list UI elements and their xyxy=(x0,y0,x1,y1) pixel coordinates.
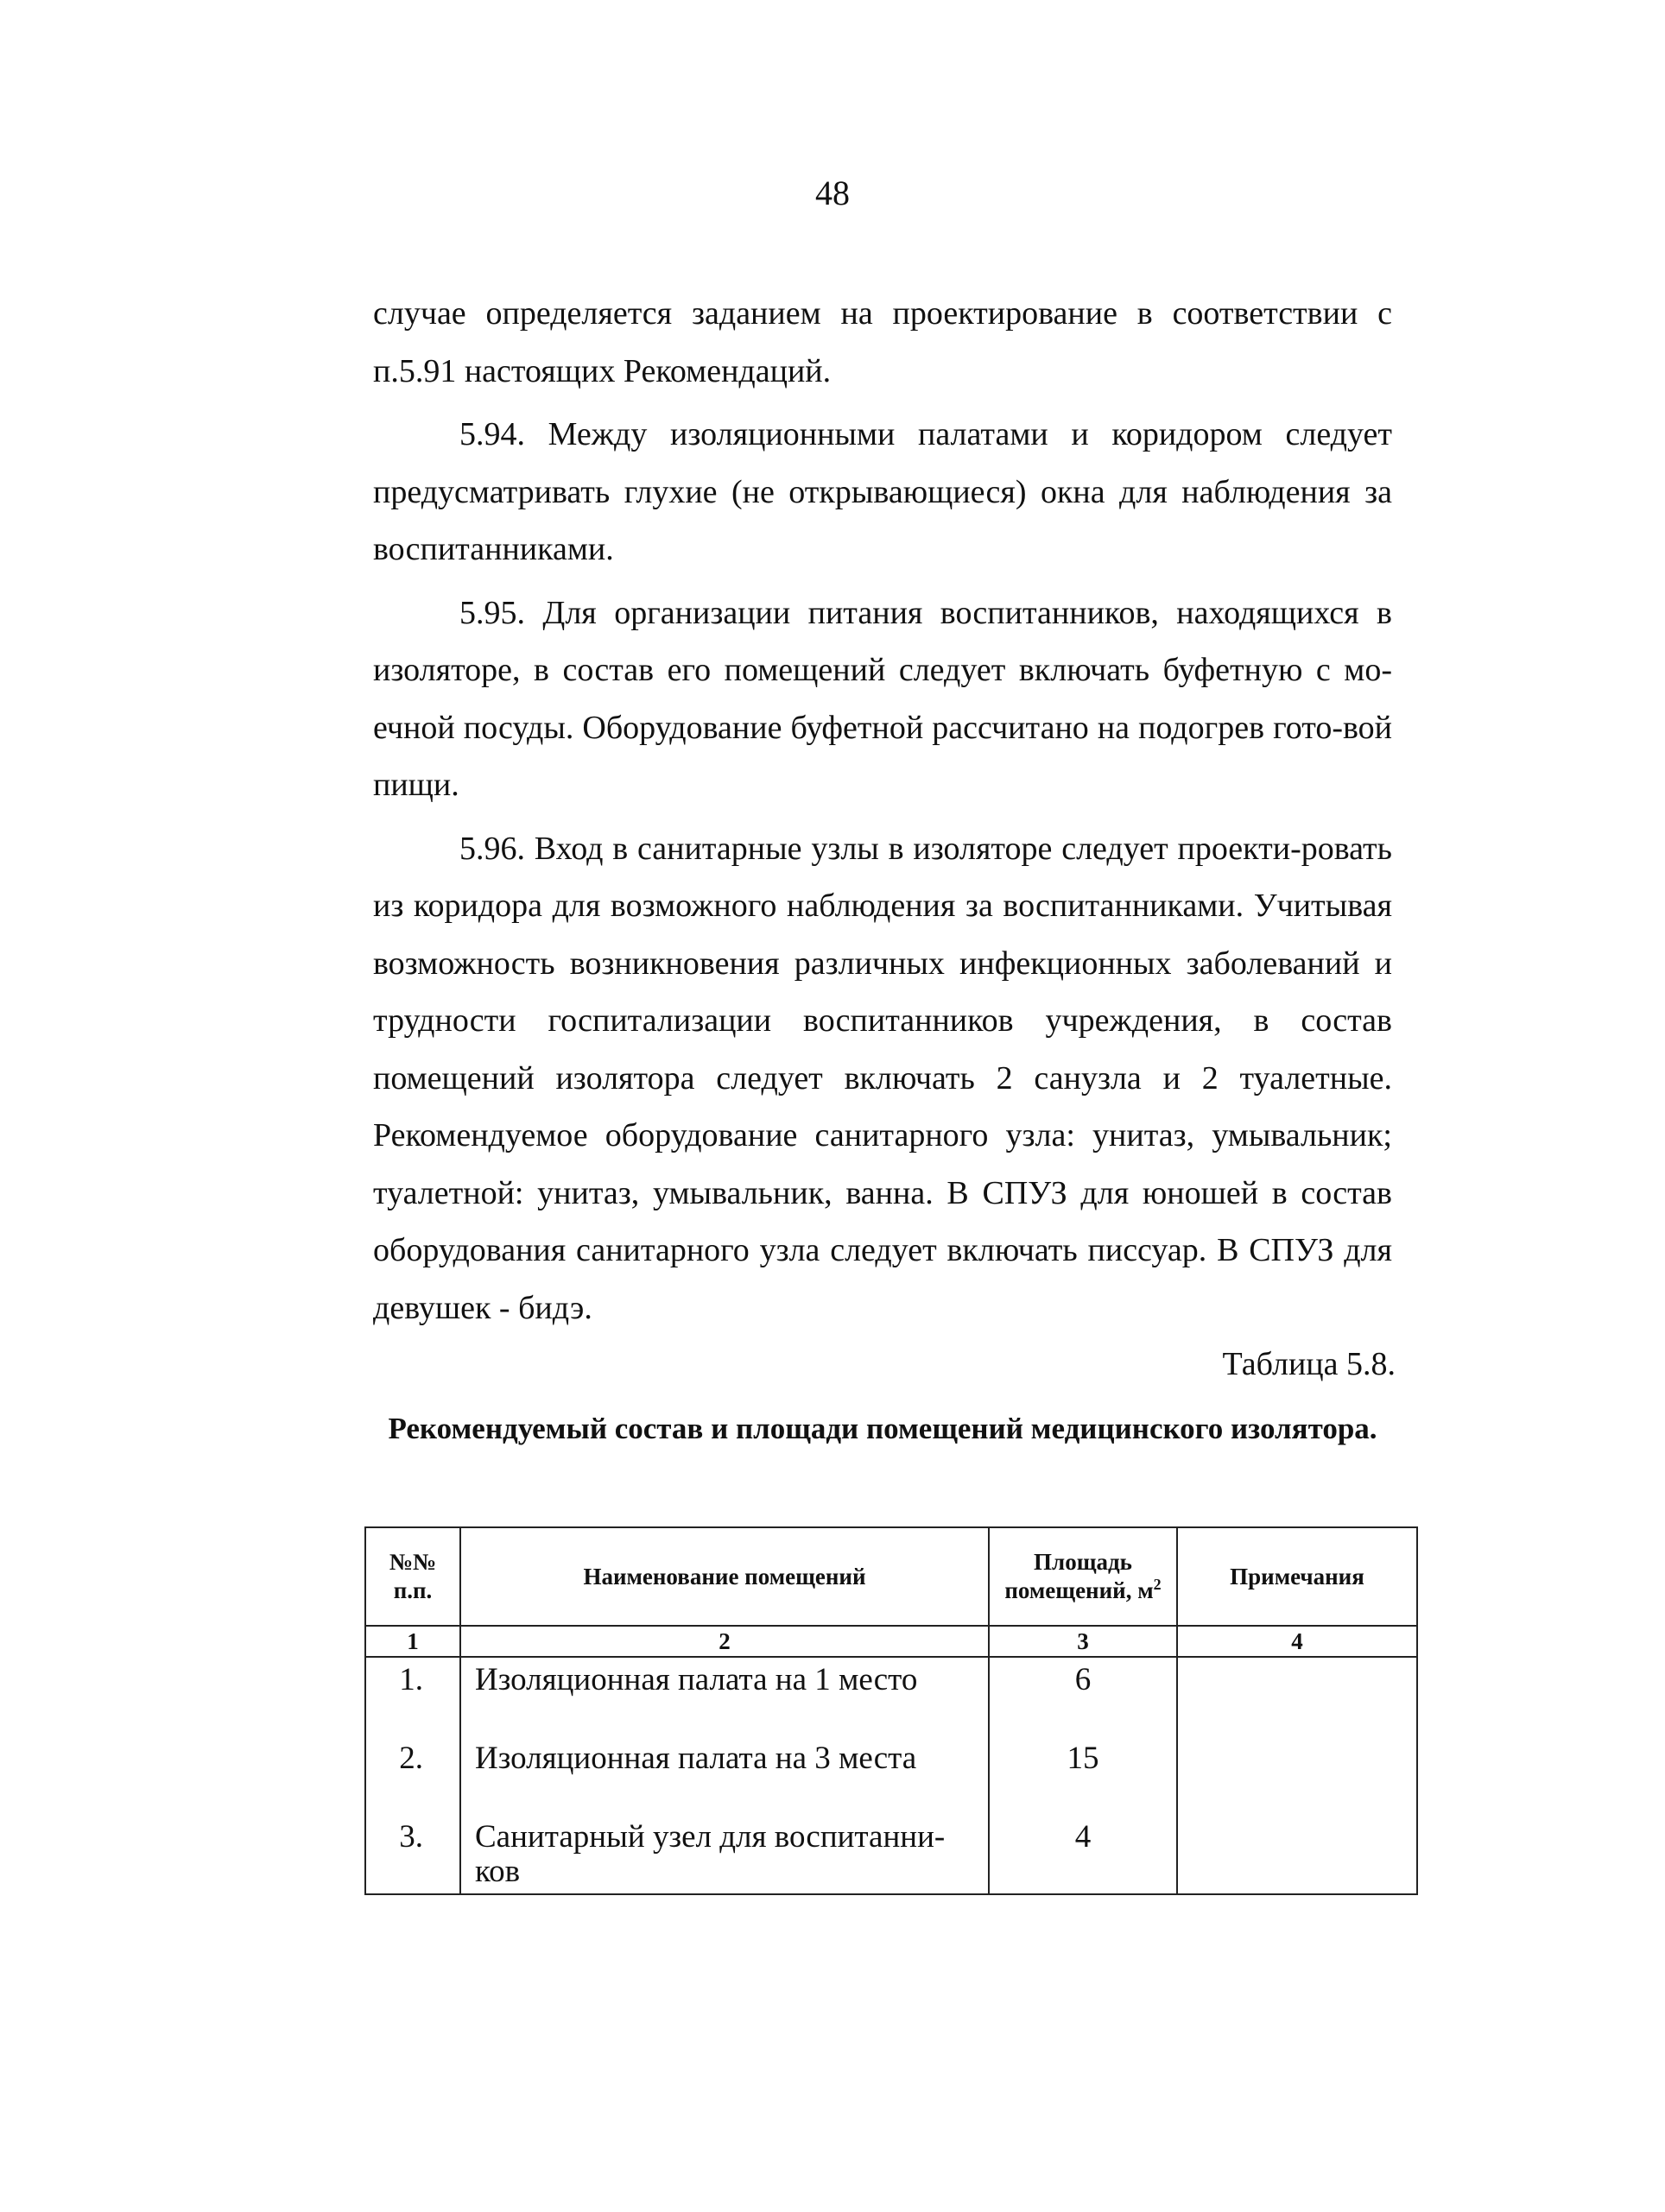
paragraph-5-94: 5.94. Между изоляционными палатами и коридором следует предусматривать глухие (не открывающиеся) окна для наблюдения за воспитанниками. xyxy=(373,416,1392,567)
room-name: Изоляционная палата на 3 места xyxy=(460,1736,989,1815)
table-title: Рекомендуемый состав и площади помещений медицинского изолятора. xyxy=(388,1412,1377,1445)
room-area: 6 xyxy=(989,1657,1177,1736)
paragraph-5-96: 5.96. Вход в санитарные узлы в изоляторе следует проекти-ровать из коридора для возможного наблюдения за воспитанниками. Учитывая возможность возникновения различных инфекционных заболеваний и трудности госпитализации воспитанников учреждения, в состав помещений изолятора следует включать 2 санузла и 2 туалетные. Рекомендуемое оборудование санитарного узла: унитаз, умывальник; туалетной: унитаз, умывальник, ванна. В СПУЗ для юношей в состав оборудования санитарного узла следует включать писсуар. В СПУЗ для девушек - бидэ. xyxy=(373,830,1392,1326)
room-name: Санитарный узел для воспитанни-ков xyxy=(460,1815,989,1894)
header-notes: Примечания xyxy=(1177,1527,1417,1626)
row-number: 3. xyxy=(365,1815,460,1894)
paragraph-continuation: случае определяется заданием на проектирование в соответствии с п.5.91 настоящих Рекомендаций. xyxy=(373,295,1392,389)
page-number: 48 xyxy=(815,174,850,212)
header-name: Наименование помещений xyxy=(460,1527,989,1626)
column-number: 1 xyxy=(365,1626,460,1657)
header-area-text: Площадь помещений, м xyxy=(1004,1549,1154,1603)
table-header-row xyxy=(365,1527,1417,1626)
header-area xyxy=(989,1527,1177,1626)
room-area: 4 xyxy=(989,1815,1177,1894)
column-number-row xyxy=(365,1626,1417,1657)
room-name: Изоляционная палата на 1 место xyxy=(460,1657,989,1736)
column-number: 4 xyxy=(1177,1626,1417,1657)
column-number: 2 xyxy=(460,1626,989,1657)
paragraph-5-95: 5.95. Для организации питания воспитанников, находящихся в изоляторе, в состав его помещений следует включать буфетную с мо-ечной посуды. Оборудование буфетной рассчитано на подогрев гото-вой пищи. xyxy=(373,594,1392,803)
table-row xyxy=(365,1657,1417,1736)
room-notes xyxy=(1177,1657,1417,1736)
room-notes xyxy=(1177,1736,1417,1815)
row-number: 1. xyxy=(365,1657,460,1736)
table-row xyxy=(365,1815,1417,1894)
body-text xyxy=(373,285,1392,1343)
header-area-superscript: 2 xyxy=(1153,1576,1162,1593)
header-number: №№ п.п. xyxy=(365,1527,460,1626)
room-notes xyxy=(1177,1815,1417,1894)
column-number: 3 xyxy=(989,1626,1177,1657)
row-number: 2. xyxy=(365,1736,460,1815)
rooms-table xyxy=(364,1526,1418,1895)
table-row xyxy=(365,1736,1417,1815)
table-label: Таблица 5.8. xyxy=(1222,1346,1396,1382)
room-area: 15 xyxy=(989,1736,1177,1815)
